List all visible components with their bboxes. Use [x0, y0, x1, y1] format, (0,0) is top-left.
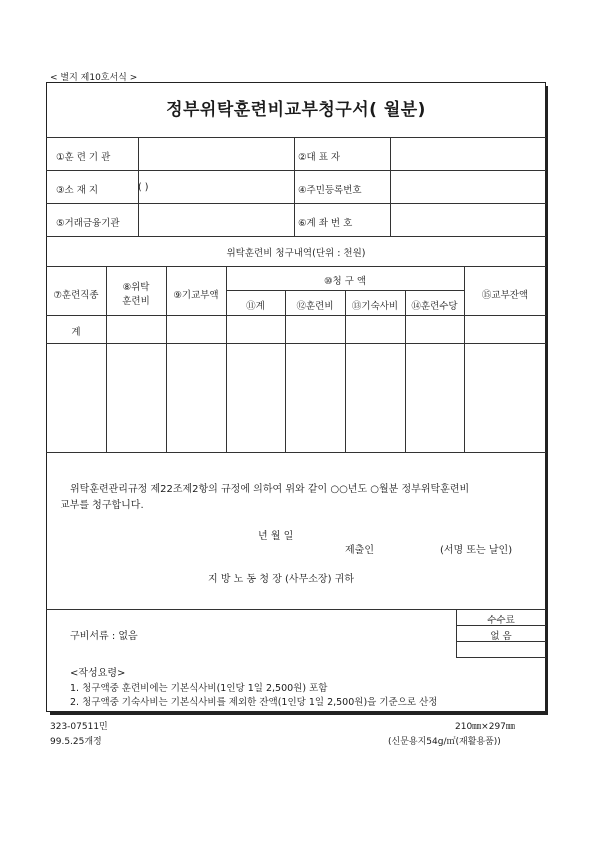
representative-label: ②대 표 자 [298, 152, 341, 163]
form-number: 323-07511민 [50, 722, 108, 732]
divider [226, 266, 227, 452]
page-title: 정부위탁훈련비교부청구서( 월분) [166, 100, 426, 120]
divider [46, 236, 546, 237]
col-consignment-fee-line2: 훈련비 [122, 296, 150, 307]
frame-shadow-bottom [50, 712, 548, 715]
address-field[interactable] [180, 171, 293, 202]
paper-spec: (신문용지54g/㎡(재활용품)) [388, 737, 501, 747]
resident-number-label: ④주민등록번호 [298, 185, 362, 196]
required-documents: 구비서류 : 없음 [70, 631, 138, 642]
training-institution-field[interactable] [139, 138, 293, 169]
representative-field[interactable] [391, 138, 545, 169]
divider [46, 609, 546, 610]
divider [46, 315, 546, 316]
address-paren: ( ) [138, 182, 149, 193]
paper-size: 210㎜×297㎜ [455, 722, 515, 732]
col-claim-amount: ⑩청 구 액 [323, 276, 367, 287]
revision-date: 99.5.25개정 [50, 737, 102, 747]
col-already-paid: ⑨기교부액 [173, 290, 219, 301]
col-training-allowance: ⑭훈련수당 [411, 301, 458, 312]
col-training-type: ⑦훈련직종 [53, 290, 99, 301]
addressee-line: 지 방 노 동 청 장 (사무소장) 귀하 [208, 574, 354, 585]
divider [46, 343, 546, 344]
divider [294, 137, 295, 236]
guide-item-2: 2. 청구액중 기숙사비는 기본식사비를 제외한 잔액(1인당 1일 2,500원)을 기준으로 산정 [70, 697, 438, 708]
statement-line2: 교부를 청구합니다. [60, 500, 144, 511]
col-dormitory-fee: ⑬기숙사비 [351, 301, 399, 312]
account-number-field[interactable] [391, 204, 545, 235]
col-remaining-balance: ⑮교부잔액 [481, 290, 529, 301]
annex-label: < 별지 제10호서식 > [50, 73, 138, 83]
date-line: 년 월 일 [258, 531, 294, 542]
col-training-fee: ⑫훈련비 [296, 301, 334, 312]
divider [405, 290, 406, 452]
fee-label: 수수료 [487, 615, 515, 626]
col-consignment-fee-line1: ⑧위탁 [122, 282, 150, 293]
col-total: ⑪계 [246, 301, 265, 312]
guide-title: <작성요령> [70, 668, 126, 679]
fee-value: 없 음 [490, 631, 512, 642]
guide-item-1: 1. 청구액중 훈련비에는 기본식사비(1인당 1일 2,500원) 포함 [70, 683, 328, 694]
account-number-label: ⑥계 좌 번 호 [298, 218, 353, 229]
divider [46, 452, 546, 453]
statement-line1: 위탁훈련관리규정 제22조제2항의 규정에 의하여 위와 같이 ○○년도 ○월분 정부위탁훈련비 [70, 484, 470, 495]
resident-number-field[interactable] [391, 171, 545, 202]
total-row-label: 계 [71, 327, 81, 338]
divider [46, 266, 546, 267]
training-institution-label: ①훈 련 기 관 [56, 152, 111, 163]
divider [345, 290, 346, 452]
signature-label: (서명 또는 날인) [440, 545, 513, 556]
submitter-label: 제출인 [345, 545, 374, 556]
divider [285, 290, 286, 452]
divider [456, 657, 546, 658]
address-label: ③소 재 지 [56, 185, 99, 196]
bank-field[interactable] [139, 204, 293, 235]
bank-label: ⑤거래금융기관 [56, 218, 120, 229]
table-caption: 위탁훈련비 청구내역(단위 : 천원) [226, 248, 366, 259]
